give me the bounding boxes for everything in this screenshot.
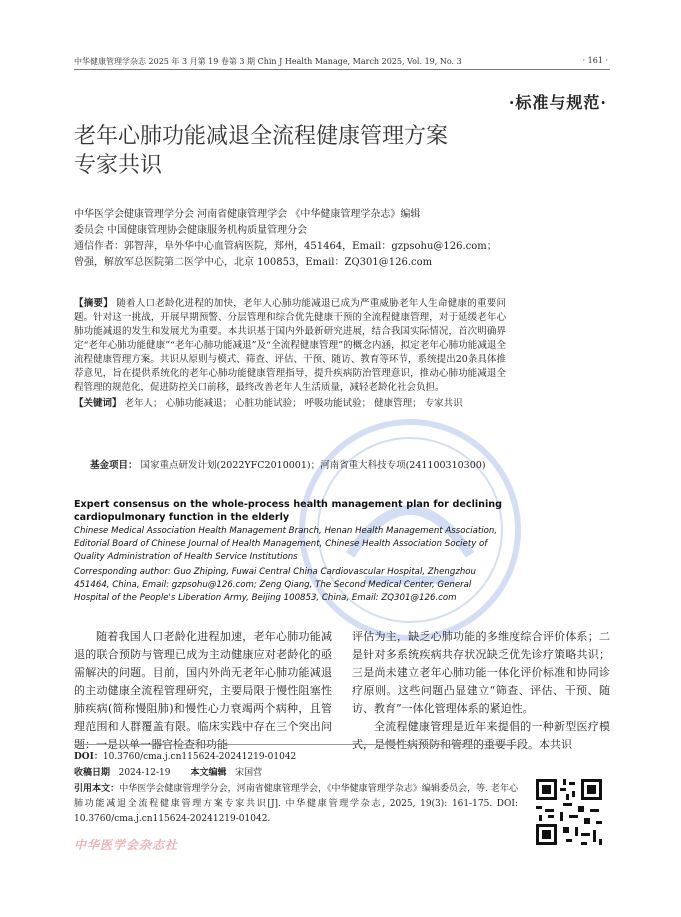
funding-row: [90, 459, 510, 473]
corresponding-line-2: 曾强，解放军总医院第二医学中心，北京 100853，Email：ZQ301@126.com: [74, 257, 433, 268]
title-line-1: 老年心肺功能减退全流程健康管理方案: [74, 124, 449, 149]
abstract-label: 【摘要】: [74, 298, 113, 309]
cite-label: 引用本文：: [74, 784, 120, 794]
title-line-2: 专家共识: [74, 153, 163, 178]
received-line: [74, 766, 262, 780]
doi-label: DOI：: [74, 752, 103, 762]
author-block: [74, 207, 524, 271]
editor-name: 宋国营: [235, 768, 263, 778]
abstract-text: 随着人口老龄化进程的加快，老年人心肺功能减退已成为严重威胁老年人生命健康的重要问题。针对这一挑战，开展早期预警、分层管理和综合优先健康干预的全流程健康管理，对于延缓老年心肺功能减退的发生和发展尤为重要。本共识基于国内外最新研究进展，结合我国实际情况，首次明确界定“老年心肺功能健康”“老年心肺功能减退”及“全流程健康管理”的概念内涵，拟定老年心肺功能减退全流程健康管理方案。共识从原则与模式、筛查、评估、干预、随访、教育等环节，系统提出20条具体推荐意见，旨在提供系统化的老年心肺功能健康管理指导，提升疾病防治管理意识，推动心肺功能减退全程管理的规范化，促进防控关口前移，最终改善老年人生活质量，减轻老龄化社会负担。: [74, 298, 506, 393]
section-label: ·标准与规范·: [508, 93, 607, 112]
body-paragraph: 随着我国人口老龄化进程加速，老年心肺功能减退的联合预防与管理已成为主动健康应对老龄化的亟需解决的问题。目前，国内外尚无老年心肺功能减退的主动健康全流程管理研究，主要局限于慢性阻塞性肺疾病(简称慢阻肺)和慢性心力衰竭两个病种，且管理范围和人群覆盖有限。临床实践中存在三个突出问题：一是以单一器官检查和功能: [74, 630, 332, 751]
keywords-row: [74, 397, 506, 411]
received-date: 2024-12-19: [118, 768, 171, 778]
journal-header: 中华健康管理学杂志 2025 年 3 月第 19 卷第 3 期 Chin J Health Manage, March 2025, Vol. 19, No. 3: [74, 57, 462, 66]
abstract-block: [74, 297, 506, 411]
qr-code[interactable]: [533, 776, 605, 848]
body-paragraph-continued: 评估为主，缺乏心肺功能的多维度综合评价体系；二是针对多系统疾病共存状况缺乏优先诊疗策略共识；三是尚未建立老年心肺功能一体化评价标准和协同诊疗原则。这些问题凸显建立“筛查、评估、干预、随访、教育”一体化管理体系的紧迫性。: [352, 630, 610, 715]
editor-label: 本文编辑: [190, 768, 227, 778]
publisher-logo: 中华医学会杂志社: [74, 838, 179, 852]
received-label: 收稿日期: [74, 768, 111, 778]
doi-line: [74, 750, 296, 764]
body-column-left: [74, 628, 332, 754]
authors-line-2: 委员会 中国健康管理协会健康服务机构质量管理分会: [74, 225, 308, 236]
footnote-divider: [74, 744, 514, 745]
english-affiliation: Chinese Medical Association Health Management Branch, Henan Health Management Association, Editorial Board of Chinese Journal of Health Management, Chinese Health Association Society of Quality Administration of Health Service Institutions: [74, 526, 498, 562]
page-number: · 161 ·: [582, 56, 608, 65]
keywords-label: 【关键词】: [74, 398, 122, 409]
body-paragraph: 全流程健康管理是近年来提倡的一种新型医疗模式，是慢性病预防和管理的重要手段。本共识: [352, 720, 610, 751]
authors-line-1: 中华医学会健康管理学分会 河南省健康管理学会 《中华健康管理学杂志》编辑: [74, 209, 421, 220]
citation-block: [74, 782, 518, 827]
body-column-right: [352, 628, 610, 754]
english-title: Expert consensus on the whole-process health management plan for declining cardiopulmonary function in the elderly: [74, 499, 502, 523]
funding-label: 基金项目：: [90, 460, 138, 471]
english-corresponding-author: Corresponding author: Guo Zhiping, Fuwai Central China Cardiovascular Hospital, Zhengzhou 451464, China, Email: gzpsohu@126.com; Zeng Qiang, The Second Medical Center, General Hospital of the People's Liberation Army, Beijing 100853, China, Email: ZQ301@126.com: [74, 567, 476, 603]
keywords-text: 老年人； 心肺功能减退； 心脏功能试验； 呼吸功能试验； 健康管理； 专家共识: [124, 398, 463, 409]
cite-text: 中华医学会健康管理学分会，河南省健康管理学会，《中华健康管理学杂志》编辑委员会，等. 老年心肺功能减退全流程健康管理方案专家共识[J]. 中华健康管理学杂志, 2025, 19(3): 161-175. DOI: 10.3760/cma.j.cn115624-20241219-01042.: [74, 784, 518, 824]
funding-text: 国家重点研发计划(2022YFC2010001)；河南省重大科技专项(241100310300): [140, 460, 486, 471]
corresponding-line-1: 通信作者：郭智萍，阜外华中心血管病医院，郑州，451464，Email：gzpsohu@126.com；: [74, 241, 497, 252]
doi-value: 10.3760/cma.j.cn115624-20241219-01042: [102, 752, 297, 762]
header-divider: [74, 69, 610, 70]
article-title: [74, 122, 614, 180]
